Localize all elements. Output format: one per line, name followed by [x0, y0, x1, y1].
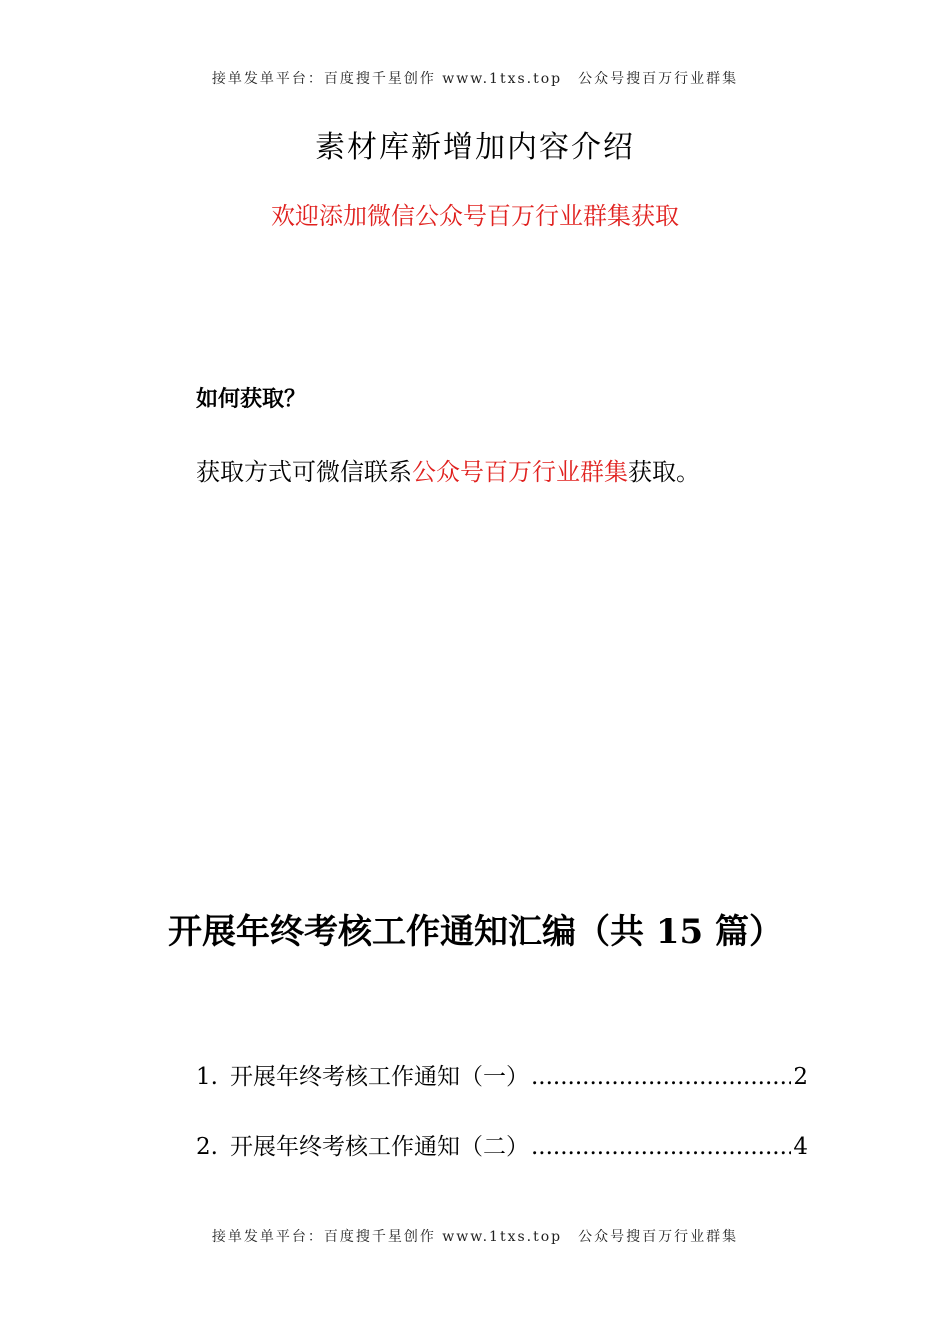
- page-title: 素材库新增加内容介绍: [315, 130, 635, 165]
- toc-entry-number: 1.: [196, 1064, 218, 1090]
- toc-entry-page: 4: [793, 1134, 808, 1160]
- method-suffix: 获取。: [628, 458, 700, 486]
- how-to-get-heading: 如何获取？: [196, 386, 307, 412]
- compilation-title: 开展年终考核工作通知汇编（共 15 篇）: [168, 912, 783, 952]
- method-paragraph: [196, 452, 700, 487]
- toc-entry-number: 2.: [196, 1134, 218, 1160]
- toc-dot-leader: [531, 1064, 791, 1090]
- page-subtitle: 欢迎添加微信公众号百万行业群集获取: [271, 202, 679, 230]
- toc-entry[interactable]: [196, 1058, 808, 1091]
- toc-entry[interactable]: [196, 1128, 808, 1161]
- page-footer: 接单发单平台：百度搜千星创作 www.1txs.top 公众号搜百万行业群集: [211, 1229, 739, 1245]
- toc-entry-label: 开展年终考核工作通知（二）: [230, 1134, 529, 1160]
- toc-dot-leader: [531, 1134, 791, 1160]
- method-prefix: 获取方式可微信联系: [196, 458, 412, 486]
- method-highlight: 公众号百万行业群集: [412, 458, 628, 486]
- page-header: 接单发单平台：百度搜千星创作 www.1txs.top 公众号搜百万行业群集: [211, 71, 739, 87]
- toc-entry-label: 开展年终考核工作通知（一）: [230, 1064, 529, 1090]
- toc-entry-page: 2: [793, 1064, 808, 1090]
